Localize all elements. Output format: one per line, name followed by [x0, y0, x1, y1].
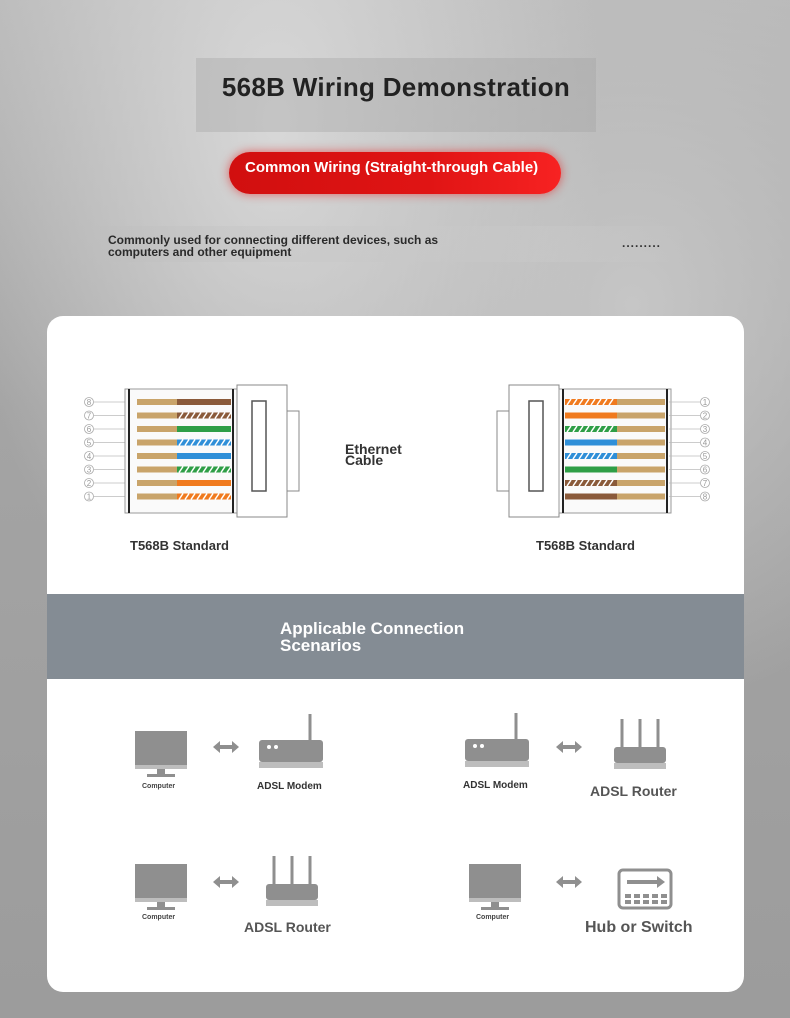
contact-pin: [617, 480, 665, 486]
scenarios-title: Applicable Connection Scenarios: [280, 619, 465, 655]
description-dots: .........: [622, 236, 662, 250]
wire-conductor: [565, 413, 617, 419]
double-arrow-icon: [213, 876, 239, 888]
double-arrow-icon: [213, 741, 239, 753]
scenarios-band: [47, 594, 744, 679]
contact-pin: [617, 467, 665, 473]
wiring-type-label: Common Wiring (Straight-through Cable): [245, 159, 539, 176]
scenario-3-right-label: ADSL Router: [244, 919, 331, 935]
contact-pin: [617, 494, 665, 500]
pin-number: 6: [86, 425, 92, 434]
scenario-3-left-label: Computer: [142, 914, 176, 921]
wiring-type-badge: [229, 152, 561, 194]
content-card: [47, 316, 744, 992]
scenario-1-left-label: Computer: [142, 783, 176, 790]
computer-icon: [467, 862, 523, 912]
pin-number: 8: [702, 492, 708, 502]
router-icon: [612, 717, 668, 773]
wire-conductor: [565, 494, 617, 500]
double-arrow-icon: [556, 876, 582, 888]
right-rj45-plug: [487, 381, 717, 521]
contact-pin: [137, 440, 177, 446]
contact-pin: [617, 413, 665, 419]
contact-pin: [617, 399, 665, 405]
pin-number: 7: [702, 479, 708, 488]
page-title: 568B Wiring Demonstration: [221, 72, 571, 102]
pin-number: 7: [86, 411, 92, 421]
scenario-1-right-label: ADSL Modem: [257, 781, 322, 792]
contact-pin: [137, 467, 177, 473]
scenario-2-right-label: ADSL Router: [590, 783, 677, 799]
contact-pin: [137, 399, 177, 405]
wire-conductor: [177, 426, 231, 432]
left-standard-label: T568B Standard: [130, 538, 229, 553]
contact-pin: [617, 453, 665, 459]
contact-pin: [137, 480, 177, 486]
pin-number: 6: [702, 465, 708, 475]
wire-conductor: [177, 480, 231, 486]
modem-icon: [463, 713, 533, 771]
contact-pin: [137, 453, 177, 459]
pin-number: 4: [86, 452, 92, 461]
left-rj45-plug: [77, 381, 307, 521]
description-text: Commonly used for connecting different devices, such as computers and other equipment: [108, 233, 439, 259]
router-icon: [264, 854, 320, 910]
wire-conductor: [565, 467, 617, 473]
right-standard-label: T568B Standard: [536, 538, 635, 553]
computer-icon: [133, 729, 189, 779]
pin-number: 5: [86, 438, 92, 448]
wire-conductor: [177, 399, 231, 405]
scenario-4-left-label: Computer: [476, 914, 510, 921]
switch-icon: [617, 866, 673, 912]
pin-number: 3: [702, 425, 708, 434]
contact-pin: [617, 426, 665, 432]
pin-number: 4: [702, 438, 708, 448]
computer-icon: [133, 862, 189, 912]
scenario-2-left-label: ADSL Modem: [463, 780, 528, 791]
page-title-box: [196, 58, 596, 132]
contact-pin: [137, 413, 177, 419]
pin-number: 5: [702, 452, 708, 461]
scenario-4-right-label: Hub or Switch: [585, 919, 693, 936]
modem-icon: [257, 714, 327, 772]
wire-conductor: [177, 453, 231, 459]
contact-pin: [617, 440, 665, 446]
description-bar: [100, 226, 688, 262]
pin-number: 1: [702, 398, 708, 407]
double-arrow-icon: [556, 741, 582, 753]
pin-number: 3: [86, 465, 92, 475]
pin-number: 1: [86, 492, 92, 502]
wire-conductor: [565, 440, 617, 446]
contact-pin: [137, 494, 177, 500]
pin-number: 2: [86, 479, 92, 488]
pin-number: 2: [702, 411, 708, 421]
contact-pin: [137, 426, 177, 432]
pin-number: 8: [86, 398, 92, 407]
ethernet-cable-label: Ethernet Cable: [345, 441, 402, 468]
